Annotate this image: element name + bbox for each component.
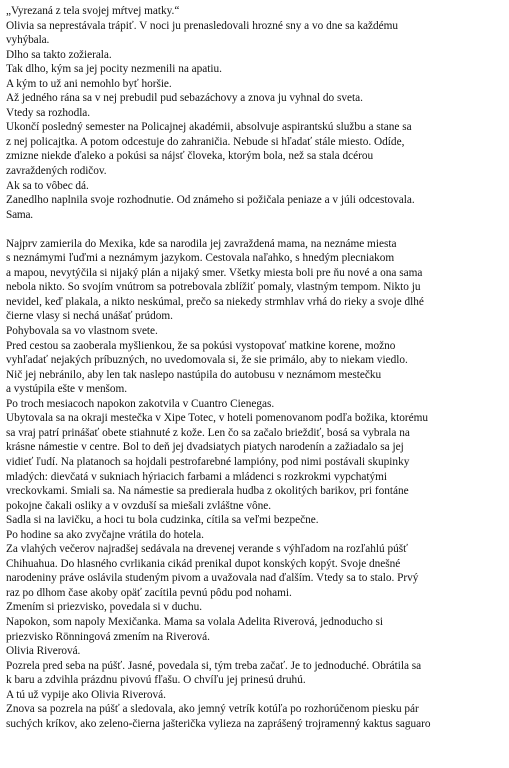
text-line: pokojne čakali osliky a v ovzduší sa miešali zvláštne vône. (6, 499, 272, 512)
text-line: Za vlahých večerov najradšej sedávala na drevenej verande s výhľadom na rozľahlú púšť (6, 543, 408, 556)
text-line: Olivia sa neprestávala trápiť. V noci ju prenasledovali hrozné sny a vo dne sa každému (6, 19, 399, 32)
text-line: vyhľadať nejakých príbuzných, no uvedomovala si, že sie primálo, aby to niekam viedlo. (6, 354, 408, 367)
text-line: a mapou, nevytýčila si nijaký plán a nijaký smer. Všetky miesta boli pre ňu nové a ona sama (6, 266, 423, 279)
text-line: Ukončí posledný semester na Policajnej akadémii, absolvuje aspirantskú službu a stane sa (6, 121, 412, 134)
text-line: A tú už vypije ako Olivia Riverová. (6, 688, 166, 701)
text-line: zavraždených rodičov. (6, 165, 107, 178)
text-line: Pozrela pred seba na púšť. Jasné, povedala si, tým treba začať. Je to jednoduché. Obrátila sa (6, 659, 422, 672)
text-line: a vystúpila ešte v menšom. (6, 383, 128, 396)
text-line: sa vraj patrí prinášať obete stiahnuté z kože. Len čo sa začalo brieždiť, bosá sa vybrala na (6, 426, 410, 439)
text-line: čierne vlasy si nechá unášať prúdom. (6, 310, 173, 323)
text-line: Chihuahua. Do hlasného cvrlikania cikád prenikal dupot konských kopýt. Svoje dnešné (6, 557, 401, 570)
text-line: raz po dlhom čase akoby opäť zacítila pevnú pôdu pod nohami. (6, 586, 292, 599)
text-line: Napokon, som napoly Mexičanka. Mama sa volala Adelita Riverová, jednoducho si (6, 615, 384, 628)
text-line: Po hodine sa ako zvyčajne vrátila do hotela. (6, 528, 204, 541)
text-line: A kým to už ani nemohlo byť horšie. (6, 77, 172, 90)
text-line: Dlho sa takto zožierala. (6, 48, 112, 61)
text-line: Pred cestou sa zaoberala myšlienkou, že sa pokúsi vystopovať matkine korene, možno (6, 339, 396, 352)
text-line: Po troch mesiacoch napokon zakotvila v Cuantro Cienegas. (6, 397, 275, 410)
text-line: suchých kríkov, ako zeleno-čierna jašterička vylieza na zaprášený trojramenný kaktus saguaro (6, 717, 431, 730)
text-line: Až jedného rána sa v nej prebudil pud sebazáchovy a znova ju vyhnal do sveta. (6, 92, 363, 105)
text-line: Sadla si na lavičku, a hoci tu bola cudzinka, cítila sa veľmi bezpečne. (6, 514, 319, 527)
text-line: k baru a zdvihla prázdnu pivovú fľašu. O chvíľu jej prinesú druhú. (6, 674, 306, 687)
text-line: vreckovkami. Smiali sa. Na námestie sa predierala hudba z okolitých barikov, pri fontáne (6, 485, 409, 498)
text-line: z nej policajtka. A potom odcestuje do zahraničia. Nebude si hľadať stále miesto. Odíde, (6, 135, 405, 148)
text-line: s neznámymi ľuďmi a neznámym jazykom. Cestovala naľahko, s hnedým plecniakom (6, 252, 395, 265)
text-line: Znova sa pozrela na púšť a sledovala, ako jemný vetrík kotúľa po rozhorúčenom piesku pár (6, 703, 419, 716)
text-line: Nič jej nebránilo, aby len tak naslepo nastúpila do autobusu v neznámom mestečku (6, 368, 382, 381)
text-line: zmizne niekde ďaleko a pokúsi sa nájsť človeka, ktorým bola, než sa stala dcérou (6, 150, 374, 163)
paragraph-break (6, 222, 506, 237)
text-line: Tak dlho, kým sa jej pocity nezmenili na apatiu. (6, 63, 222, 76)
text-line: Zmením si priezvisko, povedala si v duchu. (6, 601, 203, 614)
text-line: vyhýbala. (6, 34, 50, 47)
text-line: nebola nikto. So svojím vnútrom sa potrebovala zblížiť pomaly, vlastným tempom. Nikto ju (6, 281, 421, 294)
text-line: Sama. (6, 208, 33, 221)
text-line: Vtedy sa rozhodla. (6, 106, 91, 119)
text-line: vidieť ľudí. Na platanoch sa hojdali pestrofarebné lampióny, pod nimi postávali skupinky (6, 455, 410, 468)
text-line: Ak sa to vôbec dá. (6, 179, 89, 192)
text-line: Najprv zamierila do Mexika, kde sa narodila jej zavraždená mama, na neznáme miesta (6, 237, 397, 250)
text-line: priezvisko Rönningová zmením na Riverová. (6, 630, 210, 643)
text-line: narodeniny práve oslávila studeným pivom a uvažovala nad ďalším. Vtedy sa to stalo. Prvý (6, 572, 419, 585)
text-line: Olivia Riverová. (6, 645, 81, 658)
text-line: nevidel, keď plakala, a nikto neskúmal, prečo sa niekedy strmhlav vrhá do rieky a svoje dlhé (6, 295, 424, 308)
text-line: Zanedlho naplnila svoje rozhodnutie. Od známeho si požičala peniaze a v júli odcestovala. (6, 194, 415, 207)
book-page (6, 4, 506, 746)
text-line: mladých: dievčatá v sukniach hýriacich farbami a mládenci s rozkrokmi vypchatými (6, 470, 388, 483)
text-line: krásne námestie v centre. Bol to deň jej dvadsiatych piatych narodenín a zažiadalo sa jej (6, 441, 404, 454)
text-line (6, 731, 506, 746)
text-line: Pohybovala sa vo vlastnom svete. (6, 325, 158, 338)
text-line: „Vyrezaná z tela svojej mŕtvej matky.“ (6, 5, 180, 17)
text-line: Ubytovala sa na okraji mestečka v Xipe Totec, v hoteli pomenovanom podľa božika, ktorému (6, 412, 429, 425)
